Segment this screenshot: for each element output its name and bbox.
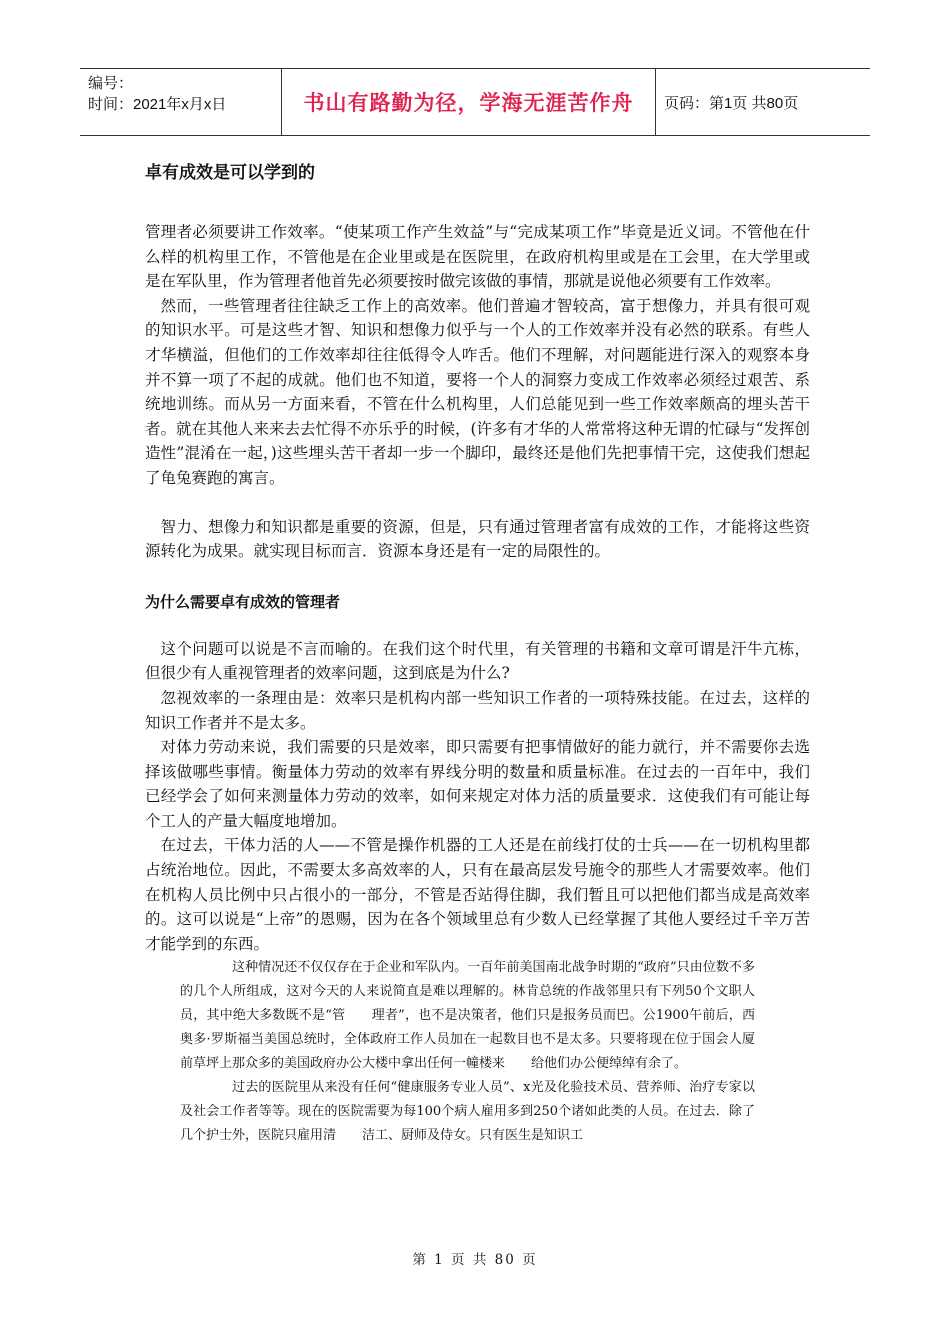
section-heading: 卓有成效是可以学到的 bbox=[145, 163, 315, 182]
paragraph: 在过去，干体力活的人——不管是操作机器的工人还是在前线打仗的士兵——在一切机构里都占统治地位。因此，不需要太多高效率的人，只有在最高层发号施令的那些人才需要效率。他们在机构人员比例中只占很小的一部分，不管是否站得住脚，我们暂且可以把他们都当成是高效率的。这可以说是“上帝”的恩赐，因为在各个领域里总有少数人已经掌握了其他人要经过千辛万苦才能学到的东西。 bbox=[145, 836, 810, 953]
page-header bbox=[80, 68, 870, 136]
header-meta bbox=[80, 69, 282, 135]
paragraph: 然而，一些管理者往往缺乏工作上的高效率。他们普遍才智较高，富于想像力，并具有很可观的知识水平。可是这些才智、知识和想像力似乎与一个人的工作效率并没有必然的联系。有些人才华横溢，但他们的工作效率却往往低得令人咋舌。他们不理解，对问题能进行深入的观察本身并不算一项了不起的成就。他们也不知道，要将一个人的洞察力变成工作效率必须经过艰苦、系统地训练。而从另一方面来看，不管在什么机构里，人们总能见到一些工作效率颇高的埋头苦干者。就在其他人来来去去忙得不亦乐乎的时候，(许多有才华的人常常将这种无谓的忙碌与“发挥创造性”混淆在一起，)这些埋头苦干者却一步一个脚印，最终还是他们先把事情干完，这使我们想起了龟兔赛跑的寓言。 bbox=[145, 296, 810, 487]
document-number-label: 编号： bbox=[88, 75, 134, 92]
paragraph: 这个问题可以说是不言而喻的。在我们这个时代里，有关管理的书籍和文章可谓是汗牛亢栋，但很少有人重视管理者的效率问题，这到底是为什么? bbox=[145, 639, 810, 683]
paragraph: 管理者必须要讲工作效率。“使某项工作产生效益”与“完成某项工作”毕竟是近义词。不管他在什么样的机构里工作，不管他是在企业里或是在医院里，在政府机构里或是在工会里，在大学里或是在军队里，作为管理者他首先必须要按时做完该做的事情，那就是说他必须要有工作效率。 bbox=[145, 223, 810, 291]
section-heading: 为什么需要卓有成效的管理者 bbox=[145, 593, 341, 611]
header-page-info: 页码：第1页 共80页 bbox=[664, 94, 799, 112]
document-body bbox=[145, 150, 810, 1148]
paragraph: 过去的医院里从来没有任何“健康服务专业人员”、x光及化验技术员、营养师、治疗专家以及社会工作者等等。现在的医院需要为每100个病人雇用多到250个诸如此类的人员。在过去．除了几个护士外，医院只雇用清 洁工、厨师及侍女。只有医生是知识工 bbox=[180, 1080, 755, 1144]
paragraph: 智力、想像力和知识都是重要的资源，但是，只有通过管理者富有成效的工作，才能将这些资源转化为成果。就实现目标而言．资源本身还是有一定的局限性的。 bbox=[145, 517, 810, 561]
paragraph: 这种情况还不仅仅存在于企业和军队内。一百年前美国南北战争时期的“政府”只由位数不多的几个人所组成，这对今天的人来说简直是难以理解的。林肯总统的作战邻里只有下列50个文职人员，其中绝大多数既不是“管 理者”，也不是决策者，他们只是报务员而巴。公1900午前后，西奥多·罗斯福当美国总统时，全体政府工作人员加在一起数目也不是太多。只要将现在位于国会人厦前草坪上那众多的美国政府办公大楼中拿出任何一幢楼来 给他们办公便绰绰有余了。 bbox=[180, 960, 755, 1072]
page-footer: 第 1 页 共 80 页 bbox=[412, 1252, 538, 1268]
header-motto: 书山有路勤为径，学海无涯苦作舟 bbox=[282, 69, 656, 135]
quoted-block bbox=[180, 956, 755, 1148]
document-date-label: 时间：2021年x月x日 bbox=[88, 96, 227, 113]
paragraph: 对体力劳动来说，我们需要的只是效率，即只需要有把事情做好的能力就行，并不需要你去选择该做哪些事情。衡量体力劳动的效率有界线分明的数量和质量标准。在过去的一百年中，我们已经学会了如何来测量体力劳动的效率，如何来规定对体力活的质量要求．这使我们有可能让每个工人的产量大幅度地增加。 bbox=[145, 738, 810, 830]
paragraph: 忽视效率的一条理由是：效率只是机构内部一些知识工作者的一项特殊技能。在过去，这样的知识工作者并不是太多。 bbox=[145, 688, 810, 732]
